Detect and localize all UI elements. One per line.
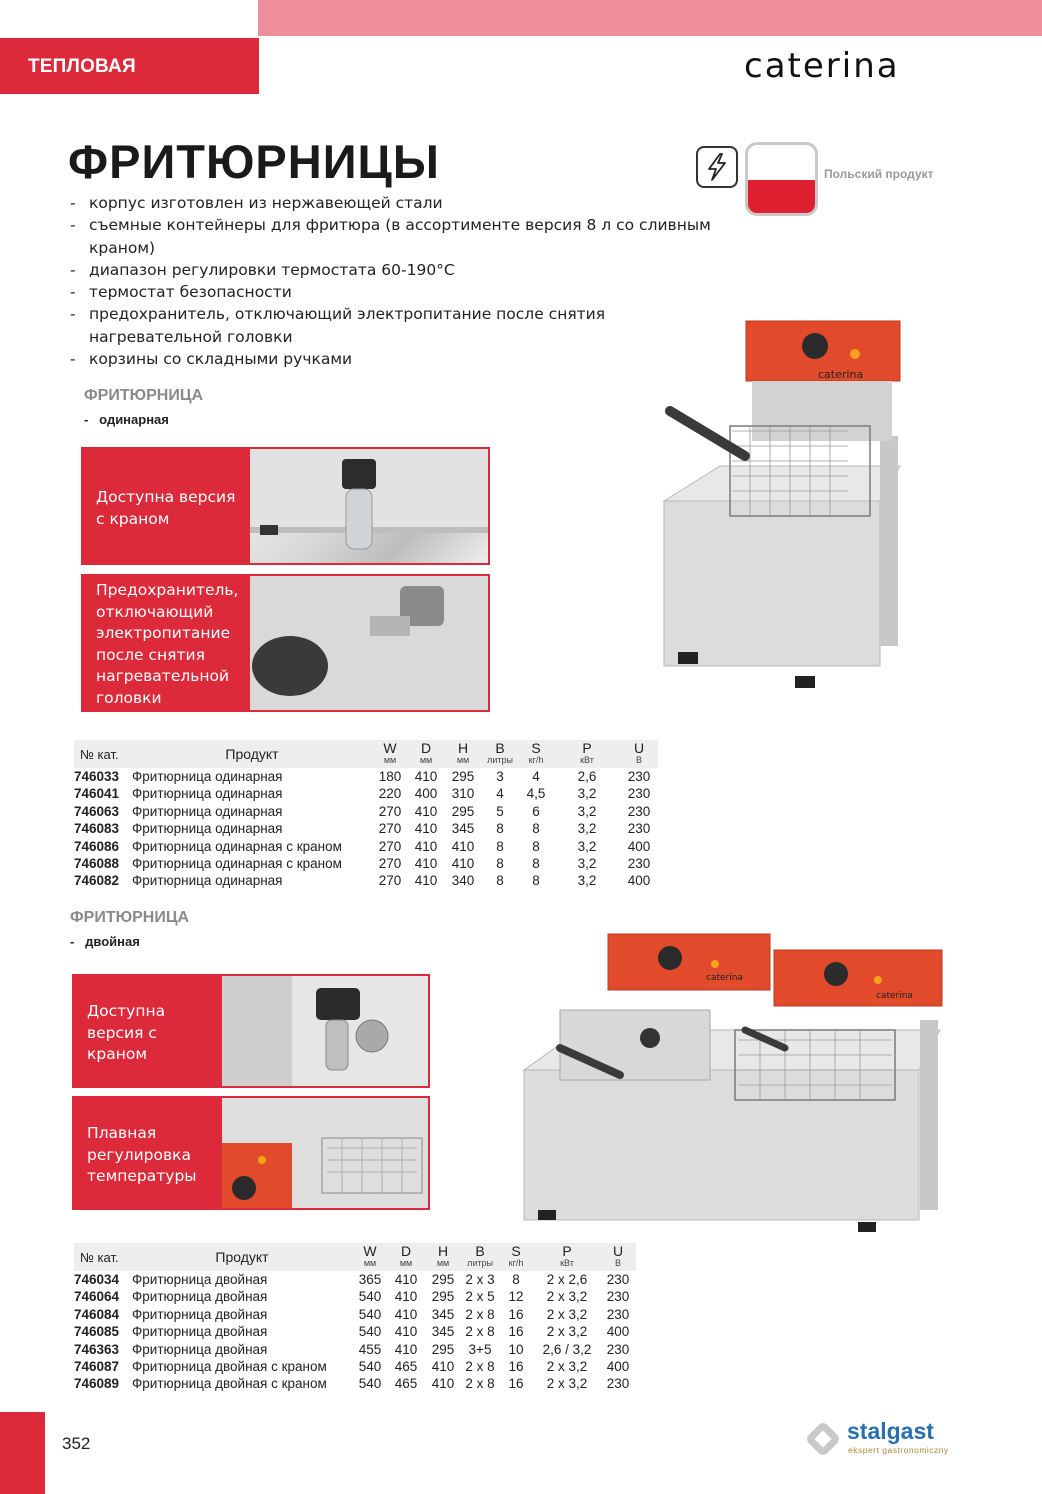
double-feature-temperature: Плавная регулировка температуры <box>72 1096 220 1210</box>
table-row <box>74 1271 636 1288</box>
spec-value: 465 <box>394 1376 418 1392</box>
spec-value: 3,2 <box>577 856 597 872</box>
spec-value: 16 <box>508 1306 524 1322</box>
spec-value: 410 <box>394 1306 418 1322</box>
spec-value: 230 <box>606 1289 630 1305</box>
catalog-number: 746033 <box>74 769 120 784</box>
single-section-subtitle: - одинарная <box>84 412 169 427</box>
spec-value: 465 <box>394 1359 418 1375</box>
spec-value: 270 <box>378 856 402 872</box>
spec-value: 180 <box>378 769 402 784</box>
product-name: Фритюрница одинарная <box>132 786 283 802</box>
table-row <box>74 1288 636 1305</box>
spec-value: 400 <box>627 838 651 854</box>
feature-item: - диапазон регулировки термостата 60-190°C <box>70 259 730 281</box>
spec-value: 295 <box>431 1289 455 1305</box>
product-brand-label: caterina <box>876 991 913 1001</box>
spec-value: 16 <box>508 1359 524 1375</box>
footer-accent-bar <box>0 1412 45 1494</box>
product-name: Фритюрница двойная <box>132 1289 268 1305</box>
double-section-subtitle: - двойная <box>70 934 140 949</box>
spec-value: 2 x 3,2 <box>546 1376 588 1392</box>
table-row <box>74 855 658 872</box>
stalgast-tagline: ekspert gastronomiczny <box>848 1445 949 1455</box>
spec-value: 2 x 5 <box>465 1289 495 1305</box>
table-row <box>74 1375 636 1392</box>
col-p: P кВт <box>534 1243 600 1271</box>
product-name: Фритюрница двойная <box>132 1341 268 1357</box>
spec-value: 410 <box>394 1341 418 1357</box>
spec-value: 410 <box>431 1359 455 1375</box>
spec-value: 410 <box>414 803 438 819</box>
spec-value: 400 <box>414 786 438 802</box>
category-tab: ТЕПЛОВАЯ ОБРАБОТКА <box>0 38 259 94</box>
brand-logo: caterina <box>744 46 900 86</box>
table-row <box>74 1358 636 1375</box>
spec-value: 410 <box>451 856 475 872</box>
double-subtitle-text: двойная <box>85 934 140 949</box>
col-w: W мм <box>352 1243 388 1271</box>
col-w: W мм <box>372 740 408 768</box>
product-name: Фритюрница одинарная <box>132 803 283 819</box>
single-fryer-image <box>660 316 905 691</box>
spec-value: 400 <box>627 873 651 889</box>
spec-value: 230 <box>627 803 651 819</box>
spec-value: 8 <box>512 1272 520 1287</box>
spec-value: 295 <box>451 769 475 784</box>
catalog-number: 746363 <box>74 1341 120 1357</box>
spec-value: 270 <box>378 873 402 889</box>
catalog-number: 746089 <box>74 1376 120 1392</box>
spec-value: 345 <box>431 1324 455 1340</box>
spec-value: 16 <box>508 1324 524 1340</box>
col-h: H мм <box>424 1243 462 1271</box>
spec-value: 3,2 <box>577 838 597 854</box>
spec-value: 540 <box>358 1359 382 1375</box>
spec-value: 10 <box>508 1341 524 1357</box>
spec-value: 3+5 <box>468 1341 492 1357</box>
feature-item: - съемные контейнеры для фритюра (в ассортименте версия 8 л со сливным краном) <box>70 214 730 259</box>
spec-value: 455 <box>358 1341 382 1357</box>
col-code: № кат. <box>74 1243 132 1271</box>
col-p: P кВт <box>554 740 620 768</box>
col-d: D мм <box>408 740 444 768</box>
table-row <box>74 1306 636 1323</box>
spec-value: 295 <box>431 1341 455 1357</box>
feature-list <box>70 192 730 370</box>
table-row <box>74 1341 636 1358</box>
spec-value: 2 x 3 <box>465 1272 495 1287</box>
double-section-title: ФРИТЮРНИЦА <box>70 909 190 926</box>
spec-value: 2 x 3,2 <box>546 1306 588 1322</box>
spec-value: 410 <box>431 1376 455 1392</box>
spec-value: 410 <box>414 821 438 837</box>
spec-value: 310 <box>451 786 475 802</box>
spec-value: 4 <box>532 769 540 784</box>
col-s: S кг/h <box>518 740 554 768</box>
product-name: Фритюрница одинарная <box>132 769 283 784</box>
spec-value: 295 <box>451 803 475 819</box>
spec-value: 2,6 / 3,2 <box>542 1341 592 1357</box>
spec-value: 3,2 <box>577 821 597 837</box>
spec-value: 8 <box>496 873 504 889</box>
product-brand-label: caterina <box>818 368 864 381</box>
spec-value: 3,2 <box>577 873 597 889</box>
spec-value: 4,5 <box>526 786 546 802</box>
catalog-number: 746082 <box>74 873 120 889</box>
col-u: U В <box>600 1243 636 1271</box>
double-tap-photo <box>220 974 430 1088</box>
origin-label: Польский продукт <box>824 167 934 181</box>
col-h: H мм <box>444 740 482 768</box>
spec-value: 6 <box>532 803 540 819</box>
spec-value: 2 x 8 <box>465 1306 495 1322</box>
spec-value: 270 <box>378 803 402 819</box>
product-brand-label: caterina <box>706 973 743 983</box>
single-feature-safety: Предохранитель, отключающий электропитание после снятия нагревательной головки <box>81 574 248 712</box>
product-name: Фритюрница двойная с краном <box>132 1359 327 1375</box>
col-product: Продукт <box>132 1243 352 1271</box>
catalog-number: 746064 <box>74 1289 120 1305</box>
col-d: D мм <box>388 1243 424 1271</box>
product-name: Фритюрница двойная <box>132 1324 268 1340</box>
spec-value: 2 x 8 <box>465 1324 495 1340</box>
spec-value: 230 <box>606 1376 630 1392</box>
spec-value: 2 x 2,6 <box>546 1272 588 1287</box>
header-pink-band <box>258 0 1042 36</box>
catalog-number: 746084 <box>74 1306 120 1322</box>
table-row <box>74 768 658 785</box>
feature-item: - термостат безопасности <box>70 281 730 303</box>
spec-value: 8 <box>532 838 540 854</box>
table-row <box>74 872 658 889</box>
double-fryer-image <box>520 930 948 1235</box>
spec-value: 540 <box>358 1306 382 1322</box>
page-number: 352 <box>62 1434 91 1453</box>
spec-value: 2 x 3,2 <box>546 1324 588 1340</box>
feature-item: - предохранитель, отключающий электропитание после снятия нагревательной головки <box>70 303 730 348</box>
col-code: № кат. <box>74 740 132 768</box>
spec-value: 295 <box>431 1272 455 1287</box>
spec-value: 4 <box>496 786 504 802</box>
spec-value: 8 <box>496 838 504 854</box>
spec-value: 540 <box>358 1324 382 1340</box>
spec-value: 365 <box>358 1272 382 1287</box>
spec-value: 12 <box>508 1289 524 1305</box>
product-name: Фритюрница одинарная с краном <box>132 838 342 854</box>
single-subtitle-text: одинарная <box>99 412 169 427</box>
spec-value: 410 <box>414 856 438 872</box>
page-title: ФРИТЮРНИЦЫ <box>68 135 440 188</box>
col-b: B литры <box>482 740 518 768</box>
catalog-number: 746041 <box>74 786 120 802</box>
spec-value: 230 <box>606 1341 630 1357</box>
spec-value: 410 <box>394 1272 418 1287</box>
spec-value: 230 <box>606 1306 630 1322</box>
col-b: B литры <box>462 1243 498 1271</box>
spec-value: 2,6 <box>577 769 597 784</box>
spec-value: 345 <box>451 821 475 837</box>
single-section-title: ФРИТЮРНИЦА <box>84 387 204 404</box>
spec-value: 8 <box>532 873 540 889</box>
single-feature-tap: Доступна версия с краном <box>81 447 248 565</box>
product-name: Фритюрница одинарная <box>132 821 283 837</box>
spec-value: 400 <box>606 1324 630 1340</box>
spec-value: 2 x 8 <box>465 1359 495 1375</box>
spec-value: 410 <box>394 1289 418 1305</box>
spec-value: 220 <box>378 786 402 802</box>
spec-value: 2 x 8 <box>465 1376 495 1392</box>
spec-value: 8 <box>532 856 540 872</box>
spec-value: 410 <box>394 1324 418 1340</box>
table-row <box>74 785 658 802</box>
col-s: S кг/h <box>498 1243 534 1271</box>
feature-item: - корзины со складными ручками <box>70 348 730 370</box>
double-spec-table <box>74 1243 636 1393</box>
table-row <box>74 803 658 820</box>
spec-value: 540 <box>358 1289 382 1305</box>
spec-value: 230 <box>627 821 651 837</box>
catalog-number: 746034 <box>74 1272 120 1287</box>
feature-item: - корпус изготовлен из нержавеющей стали <box>70 192 730 214</box>
spec-value: 345 <box>431 1306 455 1322</box>
spec-value: 3,2 <box>577 803 597 819</box>
stalgast-logo: stalgast <box>847 1418 934 1444</box>
product-name: Фритюрница двойная с краном <box>132 1376 327 1392</box>
table-row <box>74 1323 636 1340</box>
spec-value: 3 <box>496 769 504 784</box>
spec-value: 3,2 <box>577 786 597 802</box>
spec-value: 8 <box>532 821 540 837</box>
spec-value: 410 <box>414 838 438 854</box>
product-name: Фритюрница одинарная с краном <box>132 856 342 872</box>
spec-value: 400 <box>606 1359 630 1375</box>
temperature-photo <box>220 1096 430 1210</box>
spec-value: 8 <box>496 856 504 872</box>
table-row <box>74 838 658 855</box>
spec-value: 270 <box>378 838 402 854</box>
catalog-number: 746063 <box>74 803 120 819</box>
spec-value: 270 <box>378 821 402 837</box>
spec-value: 230 <box>606 1272 630 1287</box>
spec-value: 16 <box>508 1376 524 1392</box>
catalog-number: 746085 <box>74 1324 120 1340</box>
spec-value: 2 x 3,2 <box>546 1359 588 1375</box>
spec-value: 8 <box>496 821 504 837</box>
stalgast-logo-icon <box>804 1420 842 1462</box>
spec-value: 230 <box>627 769 651 784</box>
catalog-number: 746087 <box>74 1359 120 1375</box>
spec-value: 2 x 3,2 <box>546 1289 588 1305</box>
spec-value: 410 <box>414 769 438 784</box>
spec-value: 340 <box>451 873 475 889</box>
spec-value: 230 <box>627 786 651 802</box>
spec-value: 540 <box>358 1376 382 1392</box>
single-spec-table <box>74 740 658 890</box>
spec-value: 230 <box>627 856 651 872</box>
poland-flag-icon <box>745 142 818 216</box>
spec-value: 410 <box>451 838 475 854</box>
product-name: Фритюрница двойная <box>132 1306 268 1322</box>
lightning-bolt-icon <box>696 146 738 188</box>
spec-value: 5 <box>496 803 504 819</box>
catalog-number: 746083 <box>74 821 120 837</box>
catalog-number: 746088 <box>74 856 120 872</box>
spec-value: 410 <box>414 873 438 889</box>
col-u: U В <box>620 740 658 768</box>
product-name: Фритюрница двойная <box>132 1272 268 1287</box>
catalog-number: 746086 <box>74 838 120 854</box>
double-feature-tap: Доступна версия с краном <box>72 974 220 1088</box>
product-name: Фритюрница одинарная <box>132 873 283 889</box>
tap-photo <box>248 447 490 565</box>
safety-switch-photo <box>248 574 490 712</box>
col-product: Продукт <box>132 740 372 768</box>
table-row <box>74 820 658 837</box>
